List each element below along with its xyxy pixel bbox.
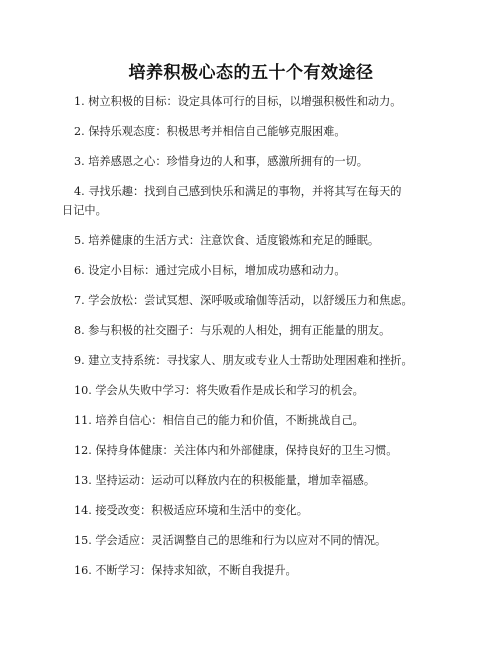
- list-item-text: 11. 培养自信心：相信自己的能力和价值，不断挑战自己。: [74, 414, 364, 427]
- list-item: [62, 94, 452, 110]
- list-item-text: 8. 参与积极的社交圈子：与乐观的人相处，拥有正能量的朋友。: [74, 324, 391, 337]
- list-item-text: 14. 接受改变：积极适应环境和生活中的变化。: [74, 504, 308, 517]
- list-item-text: 6. 设定小目标：通过完成小目标，增加成功感和动力。: [74, 264, 346, 277]
- list-item: [62, 184, 452, 219]
- list-item: [62, 503, 452, 519]
- list-item-text: 7. 学会放松：尝试冥想、深呼吸或瑜伽等活动，以舒缓压力和焦虑。: [74, 294, 413, 307]
- list-item: [62, 323, 452, 339]
- list-item: [62, 293, 452, 309]
- tips-list: [62, 94, 452, 593]
- list-item-text: 3. 培养感恩之心：珍惜身边的人和事，感激所拥有的一切。: [74, 155, 368, 168]
- list-item: [62, 563, 452, 579]
- list-item-text: 2. 保持乐观态度：积极思考并相信自己能够克服困难。: [74, 125, 346, 138]
- list-item-text: 1. 树立积极的目标：设定具体可行的目标，以增强积极性和动力。: [74, 95, 402, 108]
- list-item: [62, 353, 452, 369]
- list-item: [62, 533, 452, 549]
- list-item: [62, 413, 452, 429]
- document-title: 培养积极心态的五十个有效途径: [128, 63, 374, 83]
- list-item-text-continued: 日记中。: [62, 204, 107, 217]
- list-item: [62, 263, 452, 279]
- list-item-text: 13. 坚持运动：运动可以释放内在的积极能量，增加幸福感。: [74, 474, 376, 487]
- list-item: [62, 154, 452, 170]
- list-item: [62, 124, 452, 140]
- list-item: [62, 383, 452, 399]
- list-item-text: 5. 培养健康的生活方式：注意饮食、适度锻炼和充足的睡眠。: [74, 234, 380, 247]
- list-item-text: 16. 不断学习：保持求知欲，不断自我提升。: [74, 564, 297, 577]
- list-item: [62, 233, 452, 249]
- list-item: [62, 473, 452, 489]
- list-item-text: 12. 保持身体健康：关注体内和外部健康，保持良好的卫生习惯。: [74, 444, 398, 457]
- list-item: [62, 443, 452, 459]
- list-item-text: 15. 学会适应：灵活调整自己的思维和行为以应对不同的情况。: [74, 534, 387, 547]
- list-item-text: 9. 建立支持系统：寻找家人、朋友或专业人士帮助处理困难和挫折。: [74, 354, 413, 367]
- list-item-text: 4. 寻找乐趣：找到自己感到快乐和满足的事物，并将其写在每天的: [74, 185, 402, 198]
- list-item-text: 10. 学会从失败中学习：将失败看作是成长和学习的机会。: [74, 384, 364, 397]
